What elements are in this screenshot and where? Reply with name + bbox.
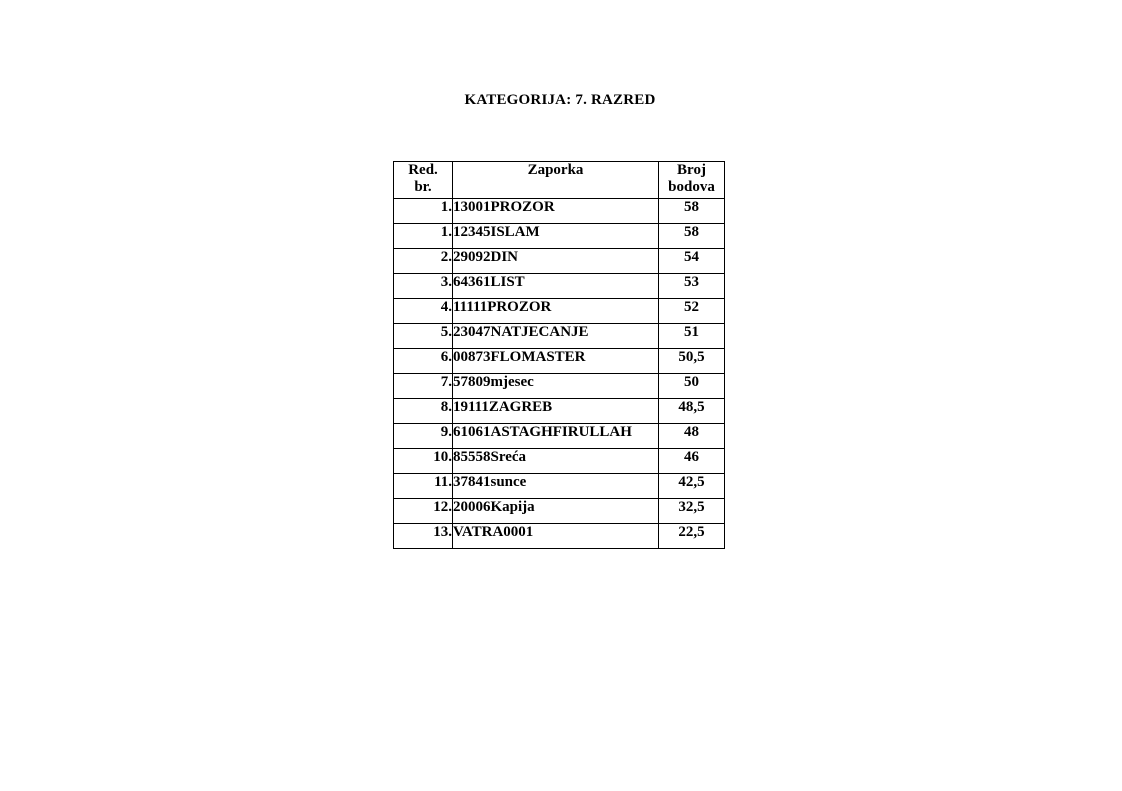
table-row — [394, 524, 725, 549]
row-rank: 8. — [394, 399, 453, 424]
header-score — [659, 162, 725, 199]
row-code: 23047NATJECANJE — [453, 324, 659, 349]
row-score: 58 — [659, 199, 725, 224]
header-code-label: Zaporka — [527, 162, 584, 178]
row-code: 37841sunce — [453, 474, 659, 499]
header-score-line1: Broj — [677, 162, 706, 178]
table-row — [394, 374, 725, 399]
table-row — [394, 199, 725, 224]
row-rank: 10. — [394, 449, 453, 474]
row-rank: 1. — [394, 199, 453, 224]
row-rank: 1. — [394, 224, 453, 249]
row-score: 22,5 — [659, 524, 725, 549]
table-row — [394, 474, 725, 499]
row-code: 19111ZAGREB — [453, 399, 659, 424]
header-rank-line1: Red. — [408, 162, 438, 178]
row-code: 11111PROZOR — [453, 299, 659, 324]
row-score: 50 — [659, 374, 725, 399]
row-code: 12345ISLAM — [453, 224, 659, 249]
row-code: 20006Kapija — [453, 499, 659, 524]
header-rank — [394, 162, 453, 199]
header-rank-line2: br. — [414, 179, 432, 195]
header-score-line2: bodova — [668, 179, 715, 195]
row-rank: 7. — [394, 374, 453, 399]
row-rank: 12. — [394, 499, 453, 524]
row-score: 32,5 — [659, 499, 725, 524]
row-score: 48 — [659, 424, 725, 449]
row-code: 13001PROZOR — [453, 199, 659, 224]
row-rank: 5. — [394, 324, 453, 349]
row-score: 51 — [659, 324, 725, 349]
table-row — [394, 274, 725, 299]
results-table — [393, 161, 725, 549]
table-row — [394, 424, 725, 449]
row-code: 29092DIN — [453, 249, 659, 274]
row-score: 54 — [659, 249, 725, 274]
row-code: 64361LIST — [453, 274, 659, 299]
row-code: 00873FLOMASTER — [453, 349, 659, 374]
row-rank: 3. — [394, 274, 453, 299]
row-rank: 4. — [394, 299, 453, 324]
row-score: 46 — [659, 449, 725, 474]
row-score: 52 — [659, 299, 725, 324]
row-rank: 11. — [394, 474, 453, 499]
row-rank: 2. — [394, 249, 453, 274]
table-row — [394, 349, 725, 374]
row-score: 50,5 — [659, 349, 725, 374]
row-score: 42,5 — [659, 474, 725, 499]
row-rank: 6. — [394, 349, 453, 374]
row-rank: 13. — [394, 524, 453, 549]
table-header-row — [394, 162, 725, 199]
page-title: KATEGORIJA: 7. RAZRED — [464, 92, 656, 108]
header-code — [453, 162, 659, 199]
row-code: 85558Sreća — [453, 449, 659, 474]
row-score: 48,5 — [659, 399, 725, 424]
table-row — [394, 249, 725, 274]
row-score: 53 — [659, 274, 725, 299]
table-row — [394, 499, 725, 524]
table-row — [394, 449, 725, 474]
table-row — [394, 224, 725, 249]
row-code: 57809mjesec — [453, 374, 659, 399]
row-score: 58 — [659, 224, 725, 249]
row-code: 61061ASTAGHFIRULLAH — [453, 424, 659, 449]
table-row — [394, 399, 725, 424]
row-code: VATRA0001 — [453, 524, 659, 549]
table-row — [394, 299, 725, 324]
table-row — [394, 324, 725, 349]
row-rank: 9. — [394, 424, 453, 449]
